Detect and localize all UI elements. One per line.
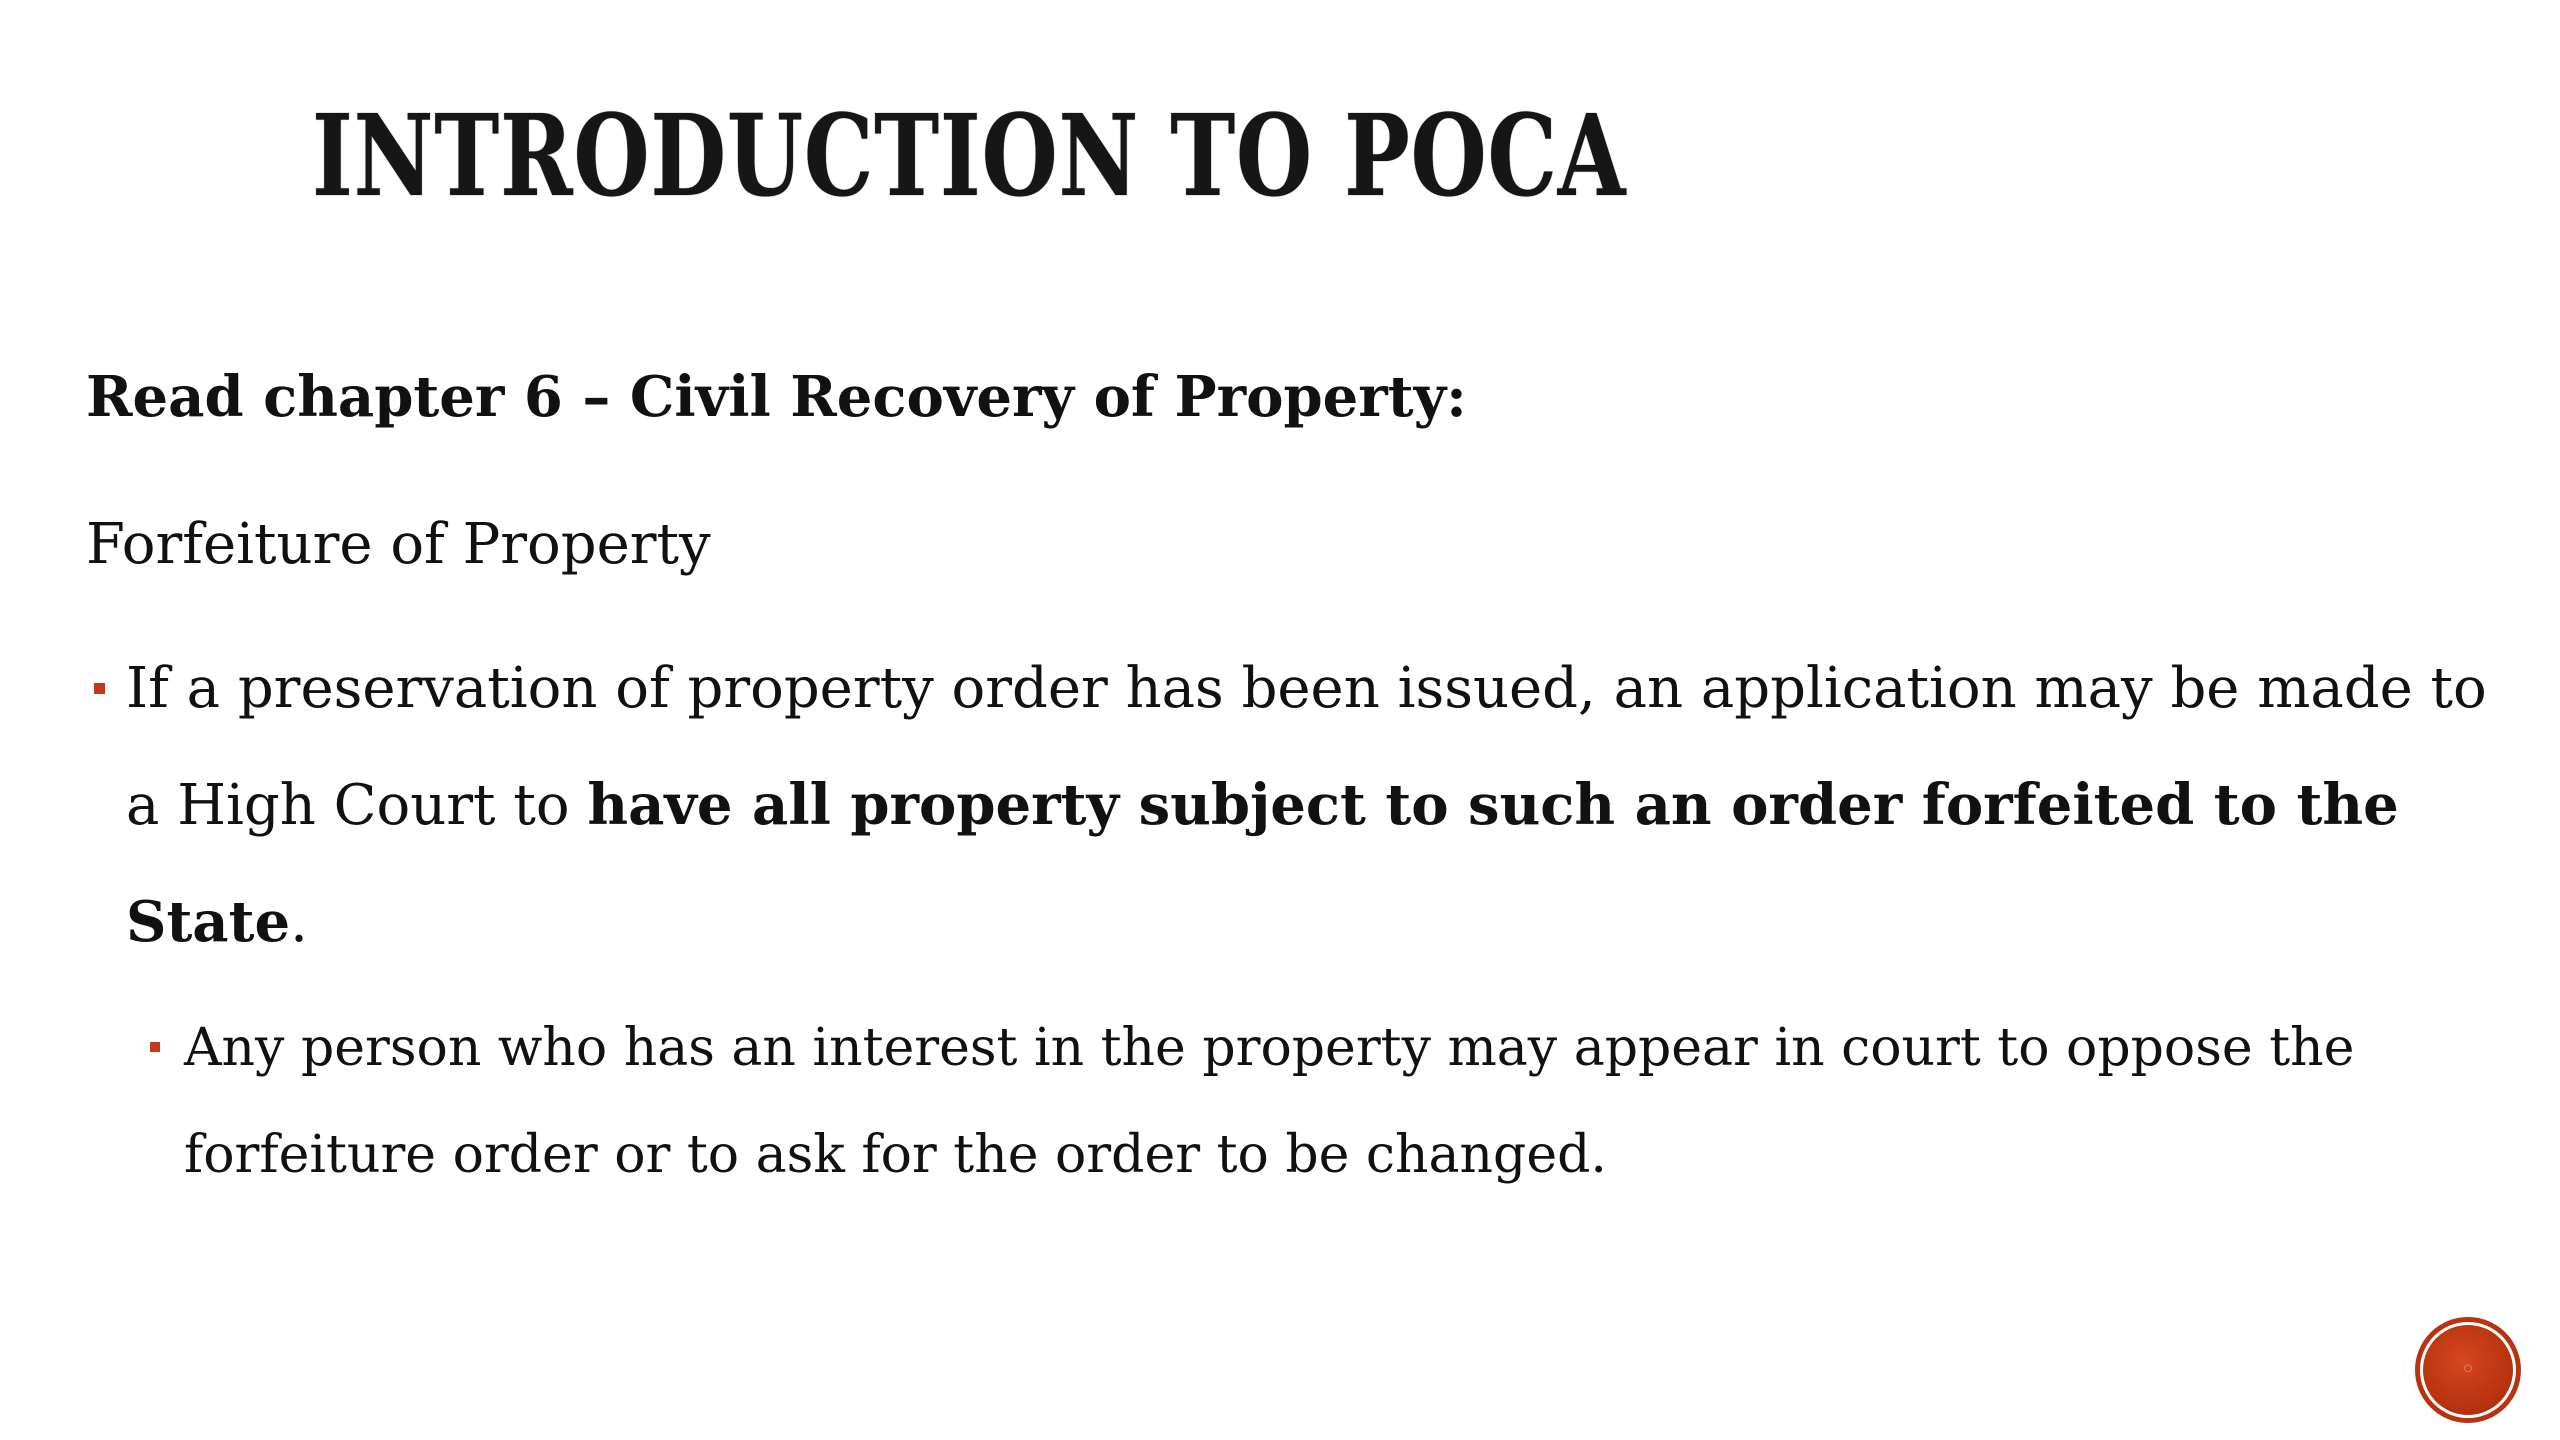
bullet-square-icon <box>94 683 105 694</box>
subheading: Read chapter 6 – Civil Recovery of Property: <box>86 364 1467 430</box>
bullet-level-1 <box>86 630 2526 981</box>
slide-title: INTRODUCTION TO POCA <box>312 91 1627 222</box>
bullet-square-icon <box>150 1042 160 1052</box>
bullet-text-plain: If a preservation of property order has been issued, an application may be made to a High Court to <box>126 656 2487 838</box>
section-label: Forfeiture of Property <box>86 512 711 577</box>
bullet-text-bold: have all property subject to such an order forfeited to the State <box>126 772 2399 955</box>
bullet-text-end: . <box>290 890 308 955</box>
sub-bullet-text: Any person who has an interest in the property may appear in court to oppose the forfeiture order or to ask for the order to be changed. <box>184 1018 2355 1185</box>
slide-nav-button[interactable] <box>2420 1322 2516 1418</box>
bullet-level-2 <box>144 995 2474 1209</box>
slide-nav-circle-icon: ◦ <box>2460 1355 2476 1385</box>
